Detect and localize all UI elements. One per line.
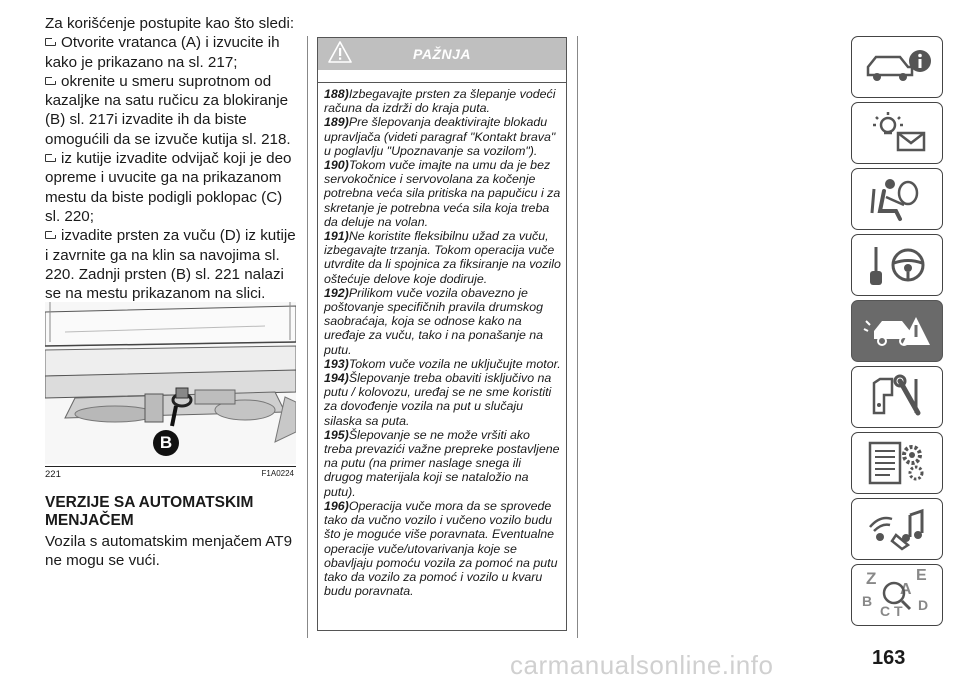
warning-note bbox=[324, 229, 561, 286]
tab-warning-lights[interactable] bbox=[851, 102, 943, 164]
tab-technical-data[interactable] bbox=[851, 432, 943, 494]
warning-notes bbox=[318, 82, 566, 598]
note-number: 193) bbox=[324, 356, 349, 371]
note-text: Tokom vuče vozila ne uključujte motor. bbox=[348, 356, 561, 371]
bullet-icon bbox=[45, 154, 56, 162]
index-letter: E bbox=[916, 567, 927, 584]
note-number: 190) bbox=[324, 158, 349, 173]
note-number: 194) bbox=[324, 371, 349, 386]
instructions-column bbox=[45, 14, 297, 303]
warning-note bbox=[324, 87, 561, 115]
note-text: Šlepovanje se ne može vršiti ako treba prevazići važne prepreke postavljene na putu (na primer naslage snega ili drugog materijala koji se nataložio na putu). bbox=[324, 427, 560, 499]
section-heading: VERZIJE SA AUTOMATSKIM MENJAČEM bbox=[45, 494, 254, 529]
tab-maintenance[interactable] bbox=[851, 366, 943, 428]
bullet-icon bbox=[45, 77, 56, 85]
magnifier-icon bbox=[878, 577, 914, 613]
step-item bbox=[45, 33, 297, 72]
car-emergency-icon bbox=[860, 309, 934, 353]
bullet-icon bbox=[45, 38, 56, 46]
note-number: 191) bbox=[324, 229, 349, 244]
note-text: Pre šlepovanja deaktivirajte blokadu upravljača (videti paragraf "Kontakt brava" u poglavlju "Upoznavanje sa vozilom"). bbox=[324, 115, 556, 158]
warning-header bbox=[318, 38, 566, 70]
warning-note bbox=[324, 357, 561, 371]
technical-data-icon bbox=[860, 439, 934, 487]
column-divider bbox=[307, 36, 308, 638]
index-letter: C bbox=[880, 603, 891, 619]
note-text: Izbegavajte prsten za šlepanje vodeći računa da izdrži do kraja puta. bbox=[324, 87, 556, 116]
step-item bbox=[45, 72, 297, 149]
warning-title: PAŽNJA bbox=[413, 46, 471, 62]
tab-emergency[interactable] bbox=[851, 300, 943, 362]
multimedia-icon bbox=[860, 505, 934, 553]
warning-note bbox=[324, 428, 561, 499]
key-steering-wheel-icon bbox=[860, 241, 934, 289]
warning-note bbox=[324, 286, 561, 357]
column-divider bbox=[577, 36, 578, 638]
step-text: Otvorite vratanca (A) i izvucite ih kako je prikazano na sl. 217; bbox=[45, 34, 280, 71]
step-item bbox=[45, 149, 297, 226]
warning-note bbox=[324, 158, 561, 229]
watermark: carmanualsonline.info bbox=[510, 650, 774, 680]
figure-number: 221 bbox=[45, 469, 61, 480]
index-letter: T bbox=[894, 603, 903, 619]
note-text: Operacija vuče mora da se sprovede tako da vučno vozilo i vučeno vozilo budu što je moguće više poravnata. Eventualne operacije vuče/utovarivanja koje se obavljaju pomoću vozila za pomoć na putu tako da vozilo za pomoć i vozilo u kvaru budu poravnata. bbox=[324, 498, 558, 599]
airbag-seat-icon bbox=[860, 175, 934, 223]
note-number: 196) bbox=[324, 498, 349, 513]
tab-multimedia[interactable] bbox=[851, 498, 943, 560]
step-text: iz kutije izvadite odvijač koji je deo opreme i uvucite ga na prikazanom mestu da biste podigli poklopac (C) sl. 220; bbox=[45, 150, 292, 225]
warning-box bbox=[317, 37, 567, 631]
figure-tow-ring bbox=[45, 302, 296, 464]
tab-key-steering[interactable] bbox=[851, 234, 943, 296]
index-letter: B bbox=[862, 593, 873, 609]
note-number: 195) bbox=[324, 427, 349, 442]
step-text: izvadite prsten za vuču (D) iz kutije i zavrnite ga na klin sa navojima sl. 220. Zadnji prsten (B) sl. 221 nalazi se na mestu prikazanom na slici. bbox=[45, 227, 296, 303]
tab-car-info[interactable] bbox=[851, 36, 943, 98]
callout-label-b: B bbox=[153, 430, 179, 456]
warning-note bbox=[324, 115, 561, 158]
tab-airbag-seat[interactable] bbox=[851, 168, 943, 230]
page-number: 163 bbox=[872, 647, 906, 669]
note-number: 188) bbox=[324, 87, 349, 101]
bullet-icon bbox=[45, 231, 56, 239]
figure-code: F1A0224 bbox=[261, 469, 294, 478]
warning-note bbox=[324, 499, 561, 598]
maintenance-tools-icon bbox=[860, 373, 934, 421]
note-text: Šlepovanje treba obaviti isključivo na putu / kolovozu, uređaj se ne sme koristiti za dovođenje vozila na put u slučaju silaska sa puta. bbox=[324, 371, 552, 428]
car-info-icon bbox=[860, 47, 934, 87]
step-item bbox=[45, 226, 297, 303]
intro-text: Za korišćenje postupite kao što sledi: bbox=[45, 15, 295, 32]
note-number: 192) bbox=[324, 285, 349, 300]
index-letter: D bbox=[918, 597, 929, 613]
step-text: okrenite u smeru suprotnom od kazaljke na satu ručicu za blokiranje (B) sl. 217i izvadite ih da biste omogućili da se izvuče kutija sl. 218. bbox=[45, 72, 291, 148]
index-letter: Z bbox=[866, 569, 877, 588]
index-letters-icon bbox=[860, 569, 934, 621]
figure-caption bbox=[45, 466, 296, 481]
note-number: 189) bbox=[324, 115, 349, 130]
warning-note bbox=[324, 371, 561, 428]
tab-index[interactable] bbox=[851, 564, 943, 626]
warning-lights-icon bbox=[860, 111, 934, 155]
note-text: Tokom vuče imajte na umu da je bez servokočnice i servovolana za kočenje potrebna veća sila pritiska na papučicu i za skretanje je potrebna veća sila koja treba da deluje na volan. bbox=[324, 158, 561, 229]
note-text: Ne koristite fleksibilnu užad za vuču, izbegavajte trzanja. Tokom operacija vuče utvrdite da li spojnica za fiksiranje na vozilo oštećuje delove koje dodiruje. bbox=[324, 229, 561, 286]
index-letter: A bbox=[900, 581, 912, 598]
note-text: Prilikom vuče vozila obavezno je poštovanje specifičnih pravila drumskog saobraćaja, koja se odnose kako na uređaje za vuču, tako i na ponašanje na putu. bbox=[324, 285, 544, 357]
section-text: Vozila s automatskim menjačem AT9 ne mogu se vući. bbox=[45, 533, 293, 570]
